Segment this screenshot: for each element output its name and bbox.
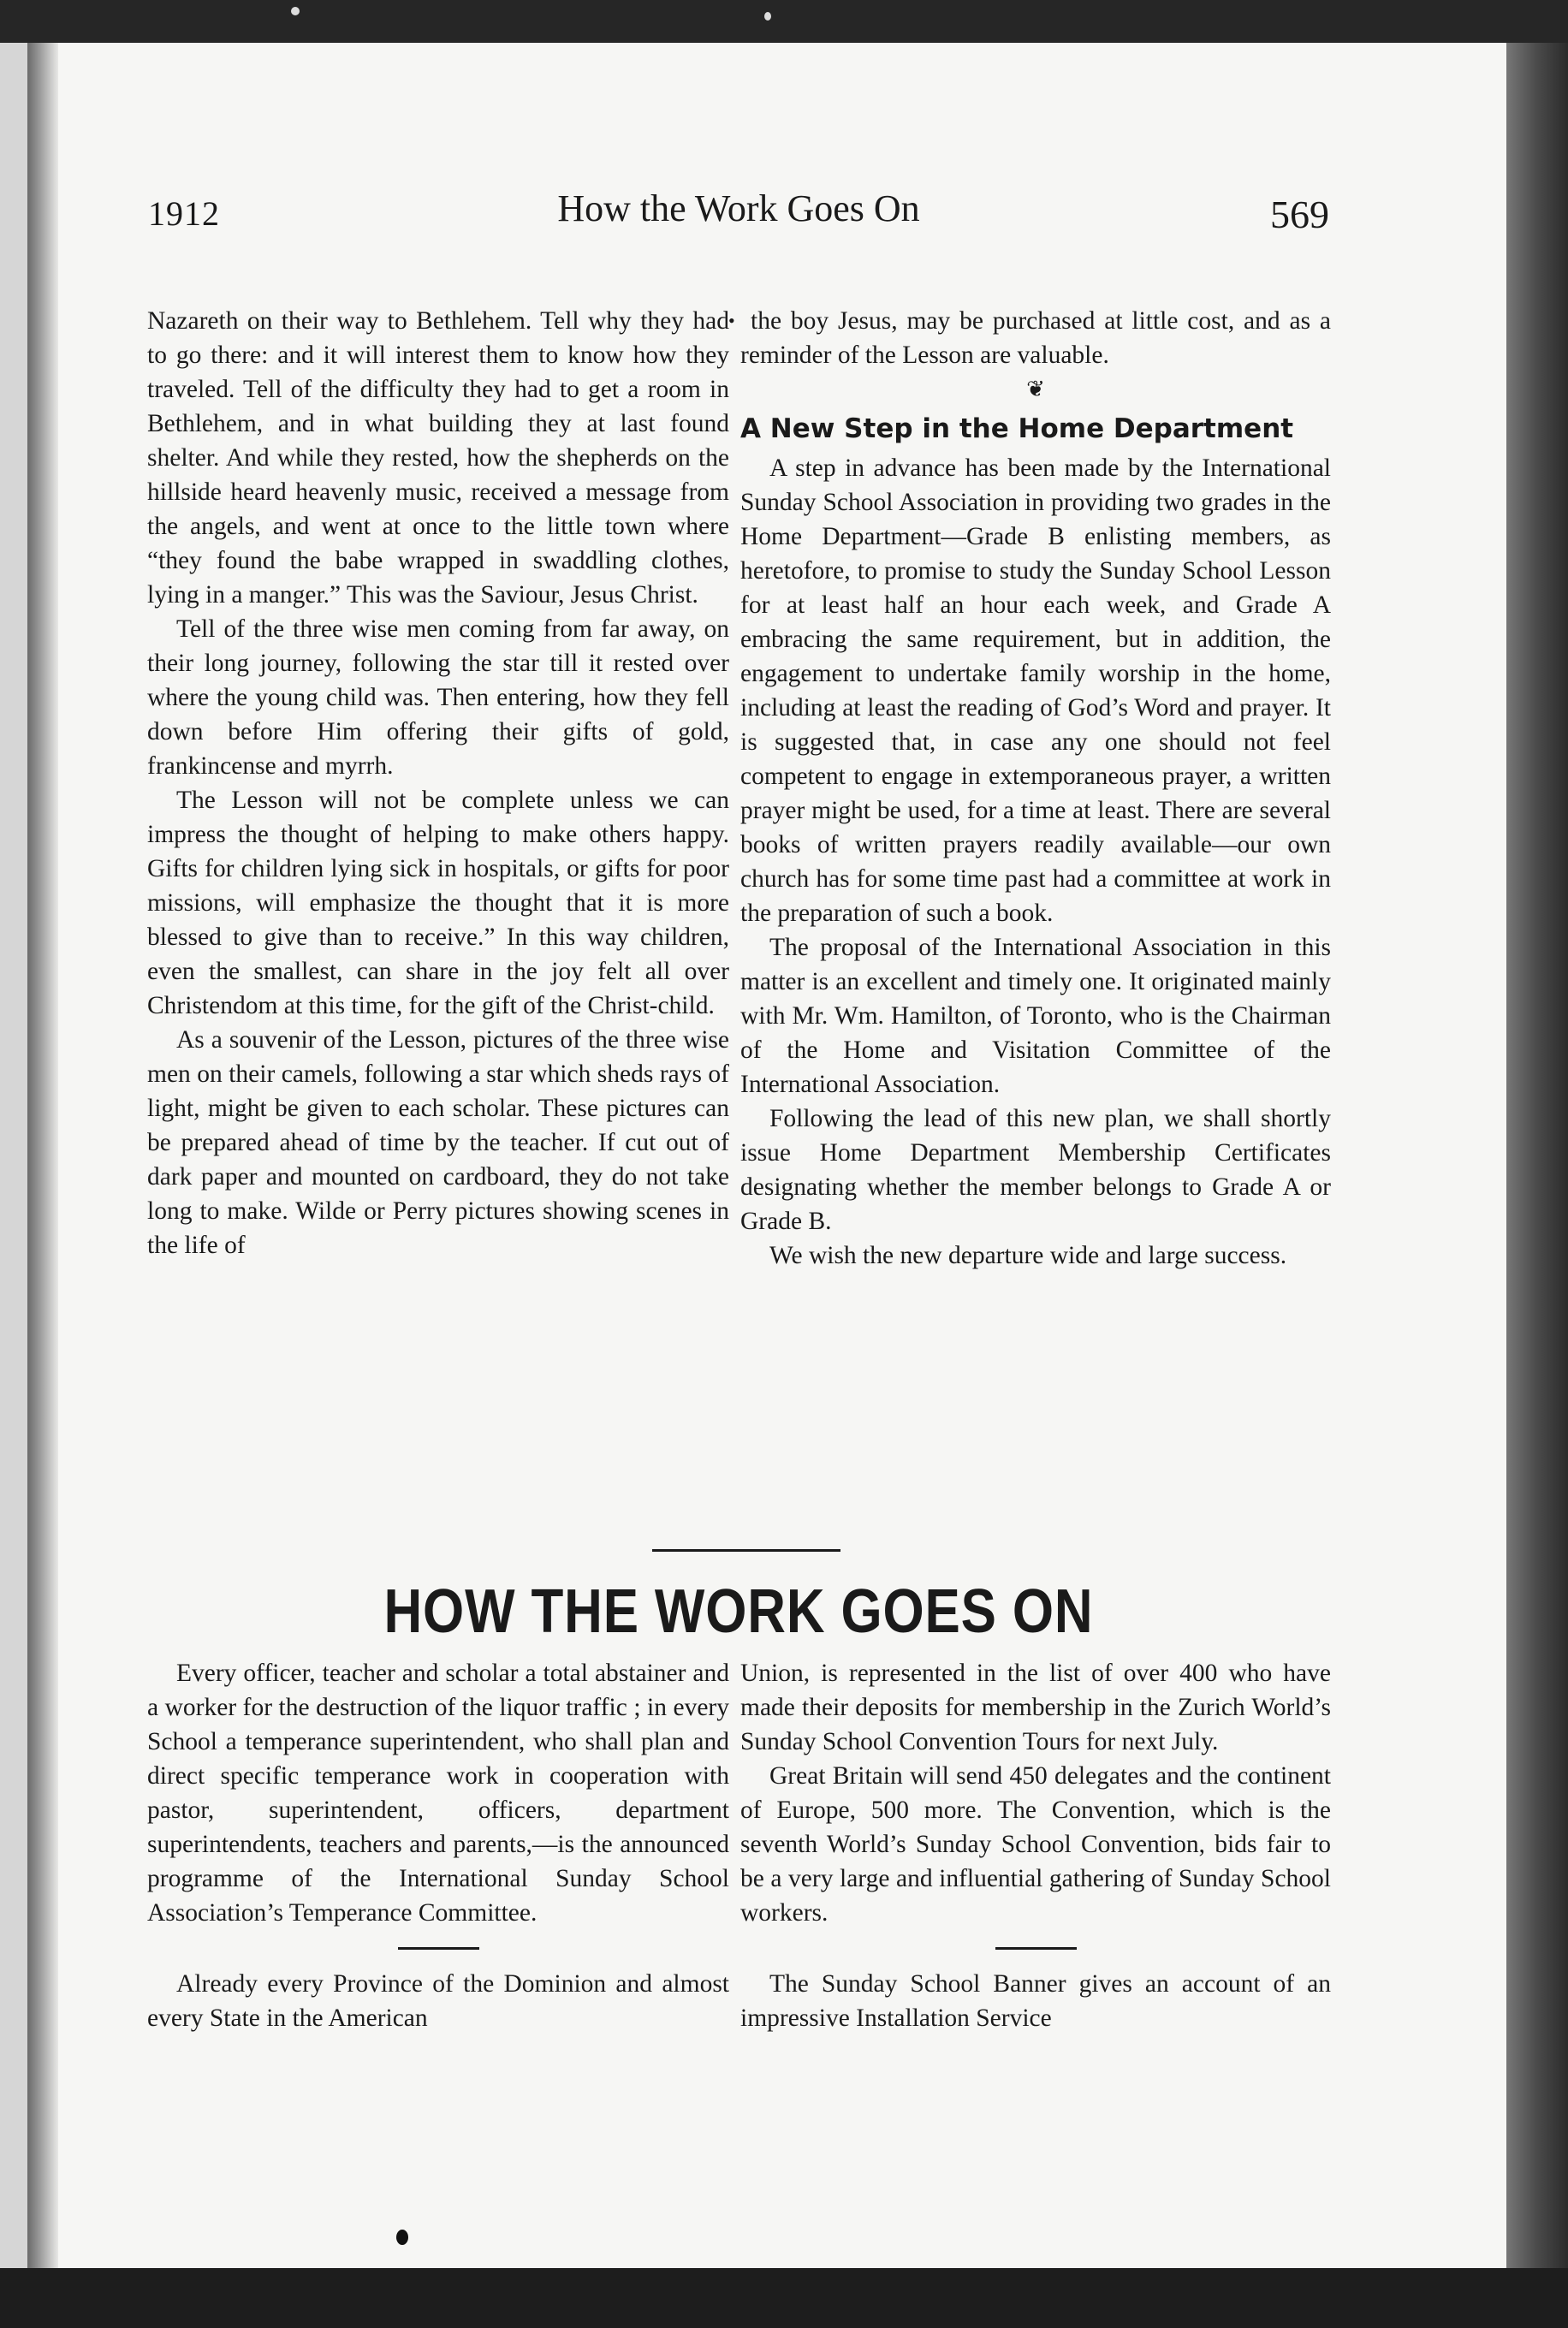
paragraph-wise-men: Tell of the three wise men coming from far away, on their long journey, following the star till it rested over where the young child was. Then entering, how they fell down before Him offering their gifts of gold, frankincense and myrrh. xyxy=(147,615,729,780)
bottom-left-column xyxy=(147,1656,729,2035)
scan-speck xyxy=(764,12,771,21)
running-head-title: How the Work Goes On xyxy=(557,187,920,229)
paragraph-souvenir: As a souvenir of the Lesson, pictures of the three wise men on their camels, following a star which sheds rays of light, might be given to each scholar. These pictures can be prepared ahead of time by the teacher. If cut out of dark paper and mounted on cardboard, they do not take long to make. Wilde or Perry pictures showing scenes in the life of xyxy=(147,1026,729,1259)
short-divider xyxy=(995,1947,1077,1950)
paragraph-step-in-advance: A step in advance has been made by the International Sunday School Association in providing two grades in the Home Department—Grade B enlisting members, as heretofore, to promise to study the Sunday School Lesson for at least half an hour each week, and Grade A embracing the same requirement, but in addition, the engagement to undertake family worship in the home, including at least the reading of God’s Word and prayer. It is suggested that, in case any one should not feel competent to engage in extemporaneous prayer, a written prayer might be used, for a time at least. There are several books of written prayers readily available—our own church has for some time past had a committee at work in the preparation of such a book. xyxy=(740,454,1331,927)
paragraph-great-britain: Great Britain will send 450 delegates and the continent of Europe, 500 more. The Convention, which is the seventh World’s Sunday School Convention, bids fair to be a very large and influential gathering of Sunday School workers. xyxy=(740,1762,1331,1927)
top-left-column xyxy=(147,304,729,1262)
paragraph-nazareth: Nazareth on their way to Bethlehem. Tell why they had to go there: and it will interest them to know how they traveled. Tell of the difficulty they had to get a room in Bethlehem, and in what building they at last found shelter. And while they rested, how the shepherds on the hillside heard heavenly music, received a message from the angels, and went at once to the little town where “they found the babe wrapped in swaddling clothes, lying in a manger.” This was the Saviour, Jesus Christ. xyxy=(147,307,729,609)
scan-left-page-edge xyxy=(0,43,27,2268)
scan-speck xyxy=(291,7,300,15)
paragraph-continuation: the boy Jesus, may be purchased at little cost, and as a reminder of the Lesson are valuable. xyxy=(740,307,1331,369)
paragraph-proposal: The proposal of the International Association in this matter is an excellent and timely one. It originated mainly with Mr. Wm. Hamilton, of Toronto, who is the Chairman of the Home and Visitation Committee of the International Association. xyxy=(740,934,1331,1098)
section-heading-home-department: A New Step in the Home Department xyxy=(740,413,1294,444)
short-divider xyxy=(398,1947,479,1950)
paragraph-zurich: Union, is represented in the list of over 400 who have made their deposits for membership in the Zurich World’s Sunday School Convention Tours for next July. xyxy=(740,1660,1331,1755)
paragraph-following-lead: Following the lead of this new plan, we shall shortly issue Home Department Membership Certificates designating whether the member belongs to Grade A or Grade B. xyxy=(740,1105,1331,1235)
running-head xyxy=(148,187,1329,246)
ink-speck xyxy=(396,2230,408,2245)
paragraph-banner: The Sunday School Banner gives an account of an impressive Installation Service xyxy=(740,1970,1331,2032)
top-right-column xyxy=(728,304,1331,1273)
main-heading: HOW THE WORK GOES ON xyxy=(383,1577,1094,1646)
running-head-year: 1912 xyxy=(148,194,220,233)
divider-rule xyxy=(652,1549,840,1552)
page-number: 569 xyxy=(1270,193,1329,236)
scan-right-binding xyxy=(1506,43,1568,2268)
scan-top-border xyxy=(0,0,1568,43)
paragraph-helping-others: The Lesson will not be complete unless we can impress the thought of helping to make others happy. Gifts for children lying sick in hospitals, or gifts for poor missions, will emphasize the thought that it is more blessed to give than to receive.” In this way children, even the smallest, can share in the joy felt all over Christendom at this time, for the gift of the Christ-child. xyxy=(147,787,729,1019)
bottom-right-column xyxy=(740,1656,1331,2035)
scan-bottom-border xyxy=(0,2268,1568,2328)
ornament-icon: ❦ xyxy=(1026,377,1045,401)
bullet-mark: • xyxy=(728,310,735,331)
paragraph-new-departure: We wish the new departure wide and large success. xyxy=(769,1242,1287,1269)
paragraph-temperance: Every officer, teacher and scholar a total abstainer and a worker for the destruction of the liquor traffic ; in every School a temperance superintendent, who shall plan and direct specific temperance work in cooperation with pastor, superintendent, officers, department superintendents, teachers and parents,—is the announced programme of the International Sunday School Association’s Temperance Committee. xyxy=(147,1660,729,1927)
page-gutter-shadow xyxy=(27,43,58,2268)
paragraph-province: Already every Province of the Dominion and almost every State in the American xyxy=(147,1970,729,2032)
